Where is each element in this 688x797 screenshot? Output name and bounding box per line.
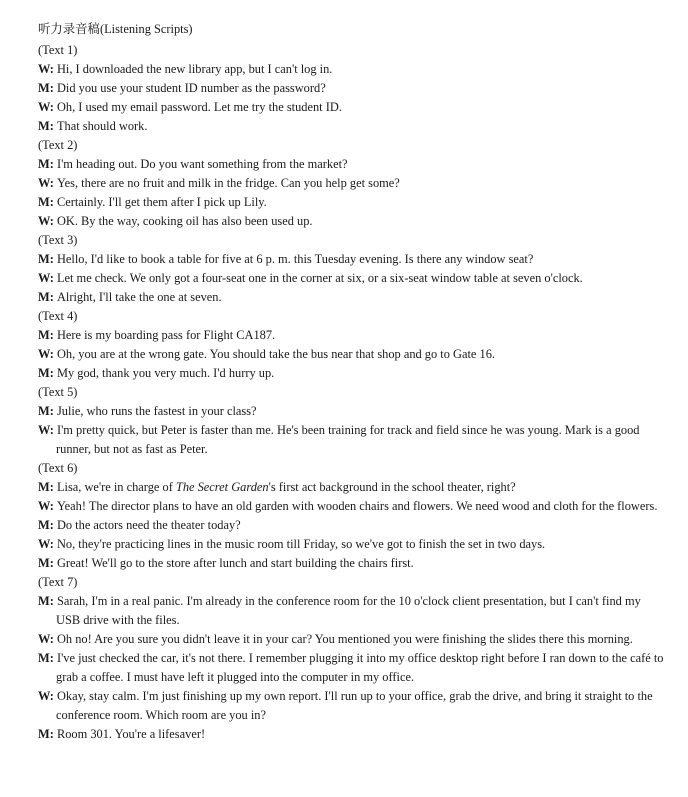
- speaker-separator: :: [49, 651, 57, 665]
- dialogue-line: [38, 649, 664, 687]
- section-heading: (Text 3): [38, 233, 78, 247]
- speaker-separator: :: [49, 81, 57, 95]
- section-heading: (Text 7): [38, 575, 78, 589]
- dialogue-text: Yeah! The director plans to have an old garden with wooden chairs and flowers. We need wood and cloth for the flowers.: [56, 499, 658, 513]
- dialogue-text: I'm heading out. Do you want something from the market?: [56, 157, 348, 171]
- speaker-separator: :: [49, 271, 57, 285]
- speaker-label: M: [38, 727, 50, 741]
- dialogue-line: [38, 117, 664, 136]
- dialogue-line: [38, 516, 664, 535]
- speaker-label: M: [38, 480, 50, 494]
- speaker-label: M: [38, 366, 50, 380]
- dialogue-text: Here is my boarding pass for Flight CA187.: [56, 328, 276, 342]
- section-heading: (Text 1): [38, 43, 78, 57]
- speaker-label: W: [38, 271, 50, 285]
- speaker-separator: :: [49, 252, 57, 266]
- dialogue-line: [38, 687, 664, 725]
- speaker-separator: :: [49, 632, 57, 646]
- dialogue-text: Great! We'll go to the store after lunch and start building the chairs first.: [56, 556, 414, 570]
- play-title: The Secret Garden: [175, 480, 269, 494]
- dialogue-text: Sarah, I'm in a real panic. I'm already in the conference room for the 10 o'clock client presentation, but I can't find my USB drive with the files.: [56, 594, 641, 627]
- dialogue-line: [38, 174, 664, 193]
- speaker-separator: :: [49, 537, 57, 551]
- dialogue-line: [38, 193, 664, 212]
- dialogue-line: [38, 364, 664, 383]
- dialogue-line: [38, 554, 664, 573]
- speaker-label: W: [38, 62, 50, 76]
- dialogue-line: [38, 326, 664, 345]
- dialogue-text: Oh, you are at the wrong gate. You should take the bus near that shop and go to Gate 16.: [56, 347, 496, 361]
- speaker-separator: :: [49, 328, 57, 342]
- speaker-label: M: [38, 651, 50, 665]
- speaker-separator: :: [49, 157, 57, 171]
- dialogue-line: [38, 269, 664, 288]
- speaker-separator: :: [49, 290, 57, 304]
- speaker-separator: :: [49, 423, 57, 437]
- dialogue-text: Do the actors need the theater today?: [56, 518, 241, 532]
- dialogue-line: [38, 250, 664, 269]
- speaker-separator: :: [49, 499, 57, 513]
- dialogue-text: That should work.: [56, 119, 148, 133]
- speaker-label: M: [38, 556, 50, 570]
- speaker-separator: :: [49, 480, 57, 494]
- speaker-separator: :: [49, 727, 57, 741]
- dialogue-text: Alright, I'll take the one at seven.: [56, 290, 222, 304]
- dialogue-line: [38, 421, 664, 459]
- speaker-separator: :: [49, 100, 57, 114]
- dialogue-text: Did you use your student ID number as the password?: [56, 81, 326, 95]
- speaker-label: M: [38, 81, 50, 95]
- dialogue-line: [38, 535, 664, 554]
- dialogue-text: Let me check. We only got a four-seat one in the corner at six, or a six-seat window table at seven o'clock.: [56, 271, 583, 285]
- dialogue-text: My god, thank you very much. I'd hurry up.: [56, 366, 275, 380]
- dialogue-text: I'm pretty quick, but Peter is faster than me. He's been training for track and field since he was young. Mark is a good runner, but not as fast as Peter.: [56, 423, 640, 456]
- dialogue-line: [38, 402, 664, 421]
- dialogue-text: Certainly. I'll get them after I pick up Lily.: [56, 195, 267, 209]
- dialogue-text: Yes, there are no fruit and milk in the fridge. Can you help get some?: [56, 176, 400, 190]
- speaker-separator: :: [49, 119, 57, 133]
- speaker-label: M: [38, 404, 50, 418]
- speaker-label: W: [38, 537, 50, 551]
- dialogue-text: Hi, I downloaded the new library app, but I can't log in.: [56, 62, 333, 76]
- speaker-label: W: [38, 176, 50, 190]
- dialogue-line: [38, 497, 664, 516]
- dialogue-line: [38, 725, 664, 744]
- speaker-label: M: [38, 594, 50, 608]
- script-entries: [38, 41, 664, 744]
- speaker-separator: :: [49, 594, 57, 608]
- speaker-label: M: [38, 328, 50, 342]
- dialogue-text: Oh no! Are you sure you didn't leave it in your car? You mentioned you were finishing the slides there this morning.: [56, 632, 633, 646]
- speaker-label: W: [38, 689, 50, 703]
- dialogue-line: [38, 478, 664, 497]
- dialogue-line: [38, 288, 664, 307]
- dialogue-text: No, they're practicing lines in the music room till Friday, so we've got to finish the set in two days.: [56, 537, 546, 551]
- speaker-separator: :: [49, 214, 57, 228]
- dialogue-text: OK. By the way, cooking oil has also been used up.: [56, 214, 313, 228]
- dialogue-line: [38, 592, 664, 630]
- speaker-label: M: [38, 252, 50, 266]
- dialogue-text: Julie, who runs the fastest in your class?: [56, 404, 257, 418]
- section-heading: (Text 5): [38, 385, 78, 399]
- speaker-label: W: [38, 632, 50, 646]
- dialogue-line: [38, 155, 664, 174]
- section-heading: (Text 6): [38, 461, 78, 475]
- dialogue-line: [38, 98, 664, 117]
- section-heading: (Text 4): [38, 309, 78, 323]
- dialogue-text: Hello, I'd like to book a table for five at 6 p. m. this Tuesday evening. Is there any window seat?: [56, 252, 534, 266]
- speaker-separator: :: [49, 176, 57, 190]
- speaker-label: W: [38, 423, 50, 437]
- speaker-separator: :: [49, 347, 57, 361]
- dialogue-text: Room 301. You're a lifesaver!: [56, 727, 206, 741]
- dialogue-line: [38, 79, 664, 98]
- section-heading: (Text 2): [38, 138, 78, 152]
- speaker-label: M: [38, 290, 50, 304]
- speaker-label: W: [38, 499, 50, 513]
- dialogue-text: 's first act background in the school theater, right?: [268, 480, 516, 494]
- dialogue-text: Lisa, we're in charge of: [56, 480, 176, 494]
- dialogue-line: [38, 212, 664, 231]
- speaker-label: W: [38, 100, 50, 114]
- speaker-separator: :: [49, 404, 57, 418]
- dialogue-text: Oh, I used my email password. Let me try the student ID.: [56, 100, 342, 114]
- speaker-separator: :: [49, 195, 57, 209]
- dialogue-line: [38, 630, 664, 649]
- speaker-separator: :: [49, 689, 57, 703]
- speaker-label: M: [38, 195, 50, 209]
- speaker-label: W: [38, 347, 50, 361]
- dialogue-text: I've just checked the car, it's not there. I remember plugging it into my office desktop right before I ran down to the café to grab a coffee. I must have left it plugged into the computer in my office.: [56, 651, 664, 684]
- dialogue-line: [38, 60, 664, 79]
- speaker-label: M: [38, 119, 50, 133]
- speaker-separator: :: [49, 556, 57, 570]
- speaker-separator: :: [49, 518, 57, 532]
- document-title: 听力录音稿(Listening Scripts): [38, 22, 193, 36]
- dialogue-text: Okay, stay calm. I'm just finishing up my own report. I'll run up to your office, grab the drive, and bring it straight to the conference room. Which room are you in?: [56, 689, 653, 722]
- speaker-label: W: [38, 214, 50, 228]
- speaker-label: M: [38, 157, 50, 171]
- dialogue-line: [38, 345, 664, 364]
- speaker-label: M: [38, 518, 50, 532]
- speaker-separator: :: [49, 62, 57, 76]
- speaker-separator: :: [49, 366, 57, 380]
